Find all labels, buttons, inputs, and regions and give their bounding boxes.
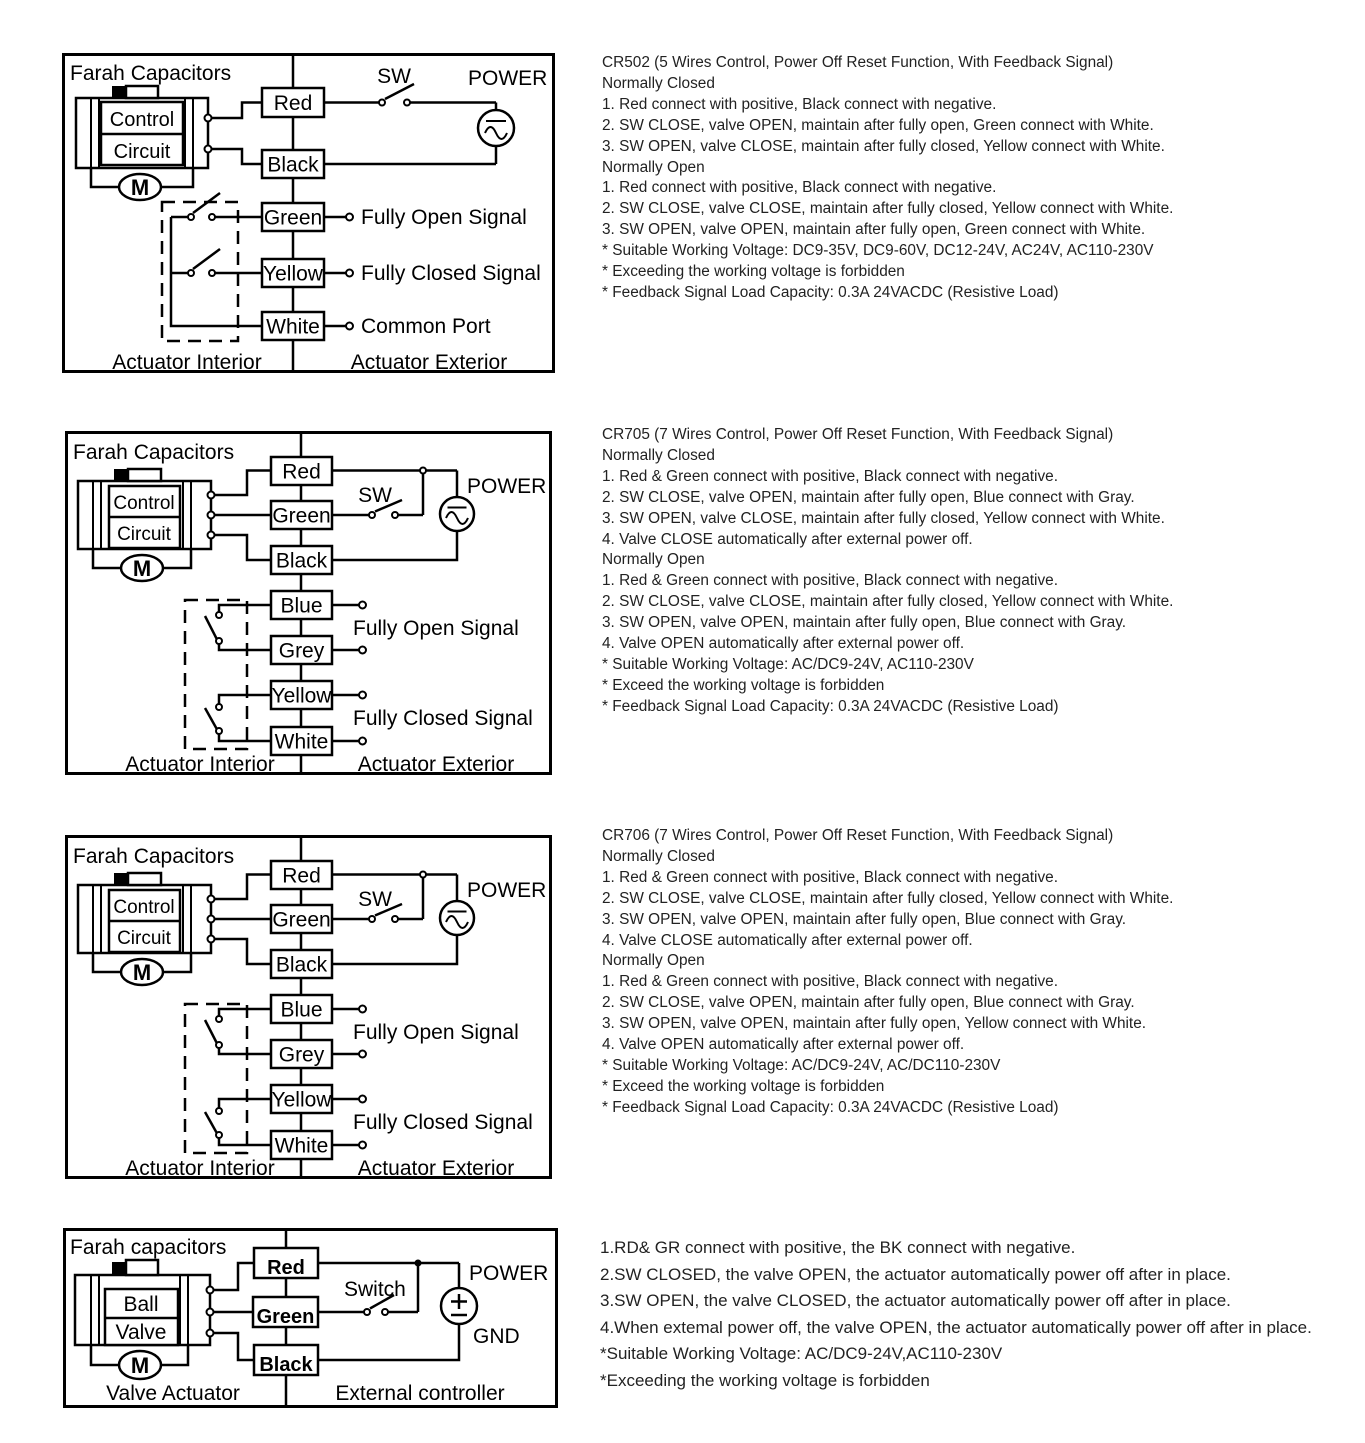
ac-source-icon	[440, 497, 474, 531]
wire-box-grey	[271, 1040, 332, 1068]
note-line: * Feedback Signal Load Capacity: 0.3A 24VACDC (Resistive Load)	[602, 1098, 1059, 1116]
note-line: 3.SW OPEN, the valve CLOSED, the actuator automatically power off after in place.	[600, 1291, 1231, 1310]
switch-contact	[216, 612, 222, 618]
terminal-dot	[208, 492, 215, 499]
power-label: POWER	[467, 879, 547, 902]
control-label-bottom: Circuit	[113, 141, 171, 163]
svg-text:White: White	[274, 1134, 329, 1158]
wire-box-blue	[271, 591, 332, 619]
note-line: *Suitable Working Voltage: AC/DC9-24V,AC110-230V	[600, 1344, 1003, 1363]
note-line: * Exceed the working voltage is forbidden	[602, 676, 885, 694]
switch-contact	[188, 214, 194, 220]
switch-contact	[216, 1108, 222, 1114]
exterior-label: Actuator Exterior	[357, 1157, 515, 1179]
note-line: 4. Valve OPEN automatically after external power off.	[602, 1036, 965, 1054]
note-line: 1.RD& GR connect with positive, the BK connect with negative.	[600, 1238, 1076, 1257]
wiring-diagram-cr706	[65, 835, 552, 1179]
terminal-dot	[205, 146, 212, 153]
wiring-diagram-cr502	[62, 53, 555, 373]
switch-contact	[216, 1016, 222, 1022]
note-line: *Exceeding the working voltage is forbidden	[600, 1370, 930, 1390]
wire-box-black	[262, 150, 324, 178]
terminal-dot	[208, 532, 215, 539]
svg-text:Red: Red	[282, 460, 321, 484]
note-line: 3. SW OPEN, valve OPEN, maintain after fully open, Blue connect with Gray.	[602, 614, 1127, 632]
switch-label: Switch	[344, 1278, 406, 1301]
signal-terminal	[359, 1142, 366, 1149]
note-line: 2. SW CLOSE, valve OPEN, maintain after fully open, Green connect with White.	[602, 116, 1154, 134]
note-line: 3. SW OPEN, valve CLOSE, maintain after fully closed, Yellow connect with White.	[602, 509, 1165, 527]
switch-contact	[369, 512, 375, 518]
svg-text:Black: Black	[275, 953, 328, 977]
terminal-dot	[208, 896, 215, 903]
signal-terminal	[359, 738, 366, 745]
interior-label: Actuator Interior	[125, 753, 275, 775]
capacitor-icon	[112, 1262, 126, 1275]
notes-3wire	[600, 1235, 1362, 1394]
note-line: Normally Open	[602, 551, 705, 569]
wire-box-yellow	[262, 259, 324, 287]
svg-text:Fully Closed Signal: Fully Closed Signal	[353, 1111, 533, 1134]
note-line: Normally Closed	[602, 847, 715, 865]
svg-text:Green: Green	[256, 1306, 315, 1328]
interior-label: Actuator Interior	[112, 351, 262, 373]
svg-text:Fully Open Signal: Fully Open Signal	[353, 1021, 519, 1044]
switch-contact	[364, 1309, 370, 1315]
terminal-dot	[208, 512, 215, 519]
wire-box-black	[271, 546, 332, 574]
wiring-diagram-3wire	[63, 1228, 558, 1408]
wire-box-yellow	[271, 681, 332, 709]
motor-label: M	[132, 556, 152, 581]
note-line: 1. Red connect with positive, Black connect with negative.	[602, 95, 997, 113]
note-line: 1. Red & Green connect with positive, Black connect with negative.	[602, 467, 1058, 485]
note-line: 2. SW CLOSE, valve OPEN, maintain after fully open, Blue connect with Gray.	[602, 994, 1135, 1012]
note-line: 2.SW CLOSED, the valve OPEN, the actuator automatically power off after in place.	[600, 1264, 1231, 1284]
switch-contact	[369, 916, 375, 922]
svg-text:Yellow: Yellow	[271, 684, 332, 708]
note-line: * Suitable Working Voltage: AC/DC9-24V, AC/DC110-230V	[602, 1056, 1001, 1074]
body-label-bottom: Valve	[115, 1321, 167, 1344]
note-line: 2. SW CLOSE, valve CLOSE, maintain after fully closed, Yellow connect with White.	[602, 593, 1174, 611]
caption: Farah capacitors	[70, 1236, 227, 1259]
wire-box-green	[262, 203, 324, 231]
interior-label: Valve Actuator	[106, 1382, 240, 1405]
capacitor-icon	[112, 86, 126, 99]
notes-cr706	[602, 826, 1342, 1119]
switch-contact	[209, 270, 215, 276]
note-line: * Exceed the working voltage is forbidden	[602, 1077, 885, 1095]
svg-text:Fully Open Signal: Fully Open Signal	[353, 617, 519, 640]
switch-contact	[216, 728, 222, 734]
wire-junction	[420, 468, 426, 474]
notes-cr502	[602, 53, 1342, 304]
control-label-bottom: Circuit	[117, 524, 171, 545]
svg-text:Green: Green	[263, 206, 323, 230]
switch-contact	[216, 704, 222, 710]
svg-text:Green: Green	[272, 504, 331, 528]
wire-box-red	[271, 861, 332, 889]
wire-box-red	[271, 457, 332, 485]
note-line: CR706 (7 Wires Control, Power Off Reset Function, With Feedback Signal)	[602, 827, 1114, 844]
note-line: Normally Closed	[602, 446, 715, 464]
wire-box-yellow	[271, 1085, 332, 1113]
power-label: POWER	[468, 67, 548, 90]
terminal-dot	[205, 115, 212, 122]
signal-terminal	[346, 323, 353, 330]
motor-label: M	[130, 1353, 150, 1378]
svg-text:Grey: Grey	[278, 1043, 325, 1067]
svg-text:Fully Closed Signal: Fully Closed Signal	[361, 262, 541, 285]
svg-text:Common Port: Common Port	[361, 315, 491, 338]
control-label-top: Control	[113, 897, 175, 918]
note-line: * Suitable Working Voltage: AC/DC9-24V, AC110-230V	[602, 655, 974, 673]
note-line: * Exceeding the working voltage is forbidden	[602, 263, 905, 281]
note-line: 4. Valve CLOSE automatically after external power off.	[602, 931, 973, 949]
signal-terminal	[359, 1006, 366, 1013]
switch-contact	[188, 270, 194, 276]
svg-text:Fully Closed Signal: Fully Closed Signal	[353, 707, 533, 730]
svg-text:Green: Green	[272, 908, 331, 932]
svg-text:Red: Red	[267, 1257, 305, 1279]
wiring-diagram-cr705	[65, 431, 552, 775]
note-line: 1. Red & Green connect with positive, Black connect with negative.	[602, 868, 1058, 886]
note-line: Normally Closed	[602, 74, 715, 92]
control-label-top: Control	[109, 109, 175, 131]
wire-box-green	[253, 1297, 318, 1328]
switch-contact	[404, 100, 410, 106]
switch-contact	[209, 214, 215, 220]
switch-contact	[379, 100, 385, 106]
wire-box-red	[262, 88, 324, 117]
terminal-dot	[207, 1330, 214, 1337]
control-label-bottom: Circuit	[117, 928, 171, 949]
svg-text:Black: Black	[259, 1354, 313, 1376]
note-line: 1. Red & Green connect with positive, Black connect with negative.	[602, 973, 1058, 991]
signal-terminal	[359, 647, 366, 654]
note-line: * Suitable Working Voltage: DC9-35V, DC9-60V, DC12-24V, AC24V, AC110-230V	[602, 242, 1154, 260]
signal-terminal	[359, 692, 366, 699]
exterior-label: External controller	[335, 1382, 505, 1405]
exterior-label: Actuator Exterior	[350, 351, 508, 373]
svg-text:Red: Red	[282, 864, 321, 888]
body-label-top: Ball	[123, 1293, 159, 1316]
wire-box-black	[254, 1345, 318, 1376]
note-line: 3. SW OPEN, valve OPEN, maintain after fully open, Yellow connect with White.	[602, 1015, 1147, 1033]
switch-contact	[392, 916, 398, 922]
svg-text:Red: Red	[273, 92, 313, 115]
capacitor-icon	[114, 469, 128, 481]
switch-label: SW	[358, 888, 392, 911]
motor-label: M	[130, 175, 150, 200]
motor-label: M	[132, 960, 152, 985]
svg-text:Yellow: Yellow	[271, 1088, 332, 1112]
switch-label: SW	[377, 65, 411, 88]
signal-terminal	[359, 1051, 366, 1058]
signal-terminal	[359, 602, 366, 609]
note-line: 2. SW CLOSE, valve CLOSE, maintain after fully closed, Yellow connect with White.	[602, 200, 1174, 218]
wire-box-white	[262, 312, 324, 340]
note-line: 3. SW OPEN, valve OPEN, maintain after fully open, Green connect with White.	[602, 221, 1146, 239]
wire-box-green	[271, 501, 332, 529]
control-label-top: Control	[113, 493, 175, 514]
svg-text:Yellow: Yellow	[263, 262, 323, 286]
svg-text:Fully Open Signal: Fully Open Signal	[361, 206, 527, 229]
wire-box-blue	[271, 995, 332, 1023]
terminal-dot	[208, 936, 215, 943]
note-line: CR502 (5 Wires Control, Power Off Reset Function, With Feedback Signal)	[602, 54, 1114, 71]
note-line: * Feedback Signal Load Capacity: 0.3A 24VACDC (Resistive Load)	[602, 283, 1059, 301]
wire-box-green	[271, 905, 332, 933]
note-line: 3. SW OPEN, valve OPEN, maintain after fully open, Blue connect with Gray.	[602, 910, 1127, 928]
capacitor-icon	[114, 873, 128, 885]
caption: Farah Capacitors	[73, 441, 235, 464]
svg-text:Grey: Grey	[278, 639, 325, 663]
note-line: CR705 (7 Wires Control, Power Off Reset Function, With Feedback Signal)	[602, 426, 1114, 443]
switch-contact	[216, 638, 222, 644]
wire-box-white	[271, 1131, 332, 1159]
gnd-label: GND	[473, 1325, 520, 1348]
ac-source-icon	[478, 110, 514, 146]
note-line: Normally Open	[602, 952, 705, 970]
power-label: POWER	[469, 1262, 549, 1285]
terminal-dot	[208, 916, 215, 923]
note-line: 4. Valve OPEN automatically after external power off.	[602, 635, 965, 653]
note-line: * Feedback Signal Load Capacity: 0.3A 24VACDC (Resistive Load)	[602, 697, 1059, 715]
caption: Farah Capacitors	[73, 845, 235, 868]
notes-cr705	[602, 425, 1342, 718]
note-line: Normally Open	[602, 158, 705, 176]
wire-box-red	[254, 1248, 318, 1279]
signal-terminal	[346, 270, 353, 277]
svg-text:Blue: Blue	[280, 998, 323, 1022]
note-line: 1. Red connect with positive, Black connect with negative.	[602, 179, 997, 197]
terminal-dot	[207, 1287, 214, 1294]
caption: Farah Capacitors	[70, 62, 232, 85]
switch-contact	[216, 1132, 222, 1138]
switch-contact	[382, 1309, 388, 1315]
wire-junction	[420, 872, 426, 878]
wire-box-black	[271, 950, 332, 978]
switch-contact	[392, 512, 398, 518]
switch-label: SW	[358, 484, 392, 507]
svg-text:Black: Black	[267, 153, 319, 177]
note-line: 3. SW OPEN, valve CLOSE, maintain after fully closed, Yellow connect with White.	[602, 137, 1165, 155]
note-line: 4. Valve CLOSE automatically after external power off.	[602, 530, 973, 548]
note-line: 2. SW CLOSE, valve CLOSE, maintain after fully closed, Yellow connect with White.	[602, 889, 1174, 907]
note-line: 4.When extemal power off, the valve OPEN, the actuator automatically power off after in place.	[600, 1317, 1312, 1337]
note-line: 2. SW CLOSE, valve OPEN, maintain after fully open, Blue connect with Gray.	[602, 488, 1135, 506]
svg-text:White: White	[274, 730, 329, 754]
svg-text:Black: Black	[275, 549, 328, 573]
exterior-label: Actuator Exterior	[357, 753, 515, 775]
signal-terminal	[359, 1096, 366, 1103]
svg-text:Blue: Blue	[280, 594, 323, 618]
wire-box-grey	[271, 636, 332, 664]
terminal-dot	[207, 1309, 214, 1316]
signal-terminal	[346, 214, 353, 221]
interior-label: Actuator Interior	[125, 1157, 275, 1179]
power-label: POWER	[467, 475, 547, 498]
note-line: 1. Red & Green connect with positive, Black connect with negative.	[602, 572, 1058, 590]
switch-contact	[216, 1042, 222, 1048]
svg-text:White: White	[266, 315, 320, 339]
wire-box-white	[271, 727, 332, 755]
ac-source-icon	[440, 901, 474, 935]
